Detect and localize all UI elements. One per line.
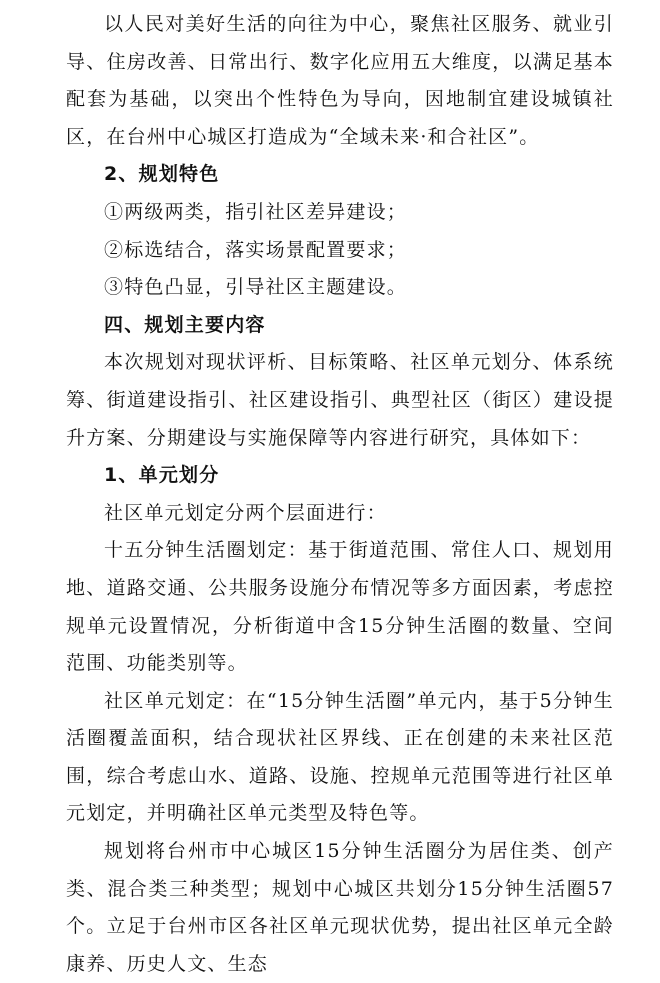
feature-item-3: ③特色凸显，引导社区主题建设。: [104, 276, 408, 299]
heading-planning-features: 2、规划特色: [104, 163, 220, 186]
paragraph-circle-types: 规划将台州市中心城区15分钟生活圈分为居住类、创产类、混合类三种类型；规划中心城区共划分15分钟生活圈57个。立足于台州市区各社区单元现状优势，提出社区单元全龄康养、历史人文、生态: [66, 840, 614, 975]
feature-item-2: ②标选结合，落实场景配置要求；: [104, 238, 408, 261]
paragraph-community-unit: 社区单元划定：在“15分钟生活圈”单元内，基于5分钟生活圈覆盖面积，结合现状社区界线、正在创建的未来社区范围，综合考虑山水、道路、设施、控规单元范围等进行社区单元划定，并明确社区单元类型及特色等。: [66, 689, 614, 825]
feature-item-1: ①两级两类，指引社区差异建设；: [104, 200, 408, 223]
paragraph-two-levels: 社区单元划定分两个层面进行：: [104, 501, 387, 524]
paragraph-research-scope: 本次规划对现状评析、目标策略、社区单元划分、体系统筹、街道建设指引、社区建设指引、典型社区（街区）建设提升方案、分期建设与实施保障等内容进行研究，具体如下：: [66, 351, 614, 449]
heading-main-content: 四、规划主要内容: [104, 313, 266, 336]
paragraph-vision: 以人民对美好生活的向往为中心，聚焦社区服务、就业引导、住房改善、日常出行、数字化应用五大维度，以满足基本配套为基础，以突出个性特色为导向，因地制宜建设城镇社区，在台州中心城区打造成为“全域未来·和合社区”。: [66, 13, 614, 148]
paragraph-15min-circle: 十五分钟生活圈划定：基于街道范围、常住人口、规划用地、道路交通、公共服务设施分布情况等多方面因素，考虑控规单元设置情况，分析街道中含15分钟生活圈的数量、空间范围、功能类别等。: [66, 539, 614, 675]
heading-unit-division: 1、单元划分: [104, 464, 220, 487]
